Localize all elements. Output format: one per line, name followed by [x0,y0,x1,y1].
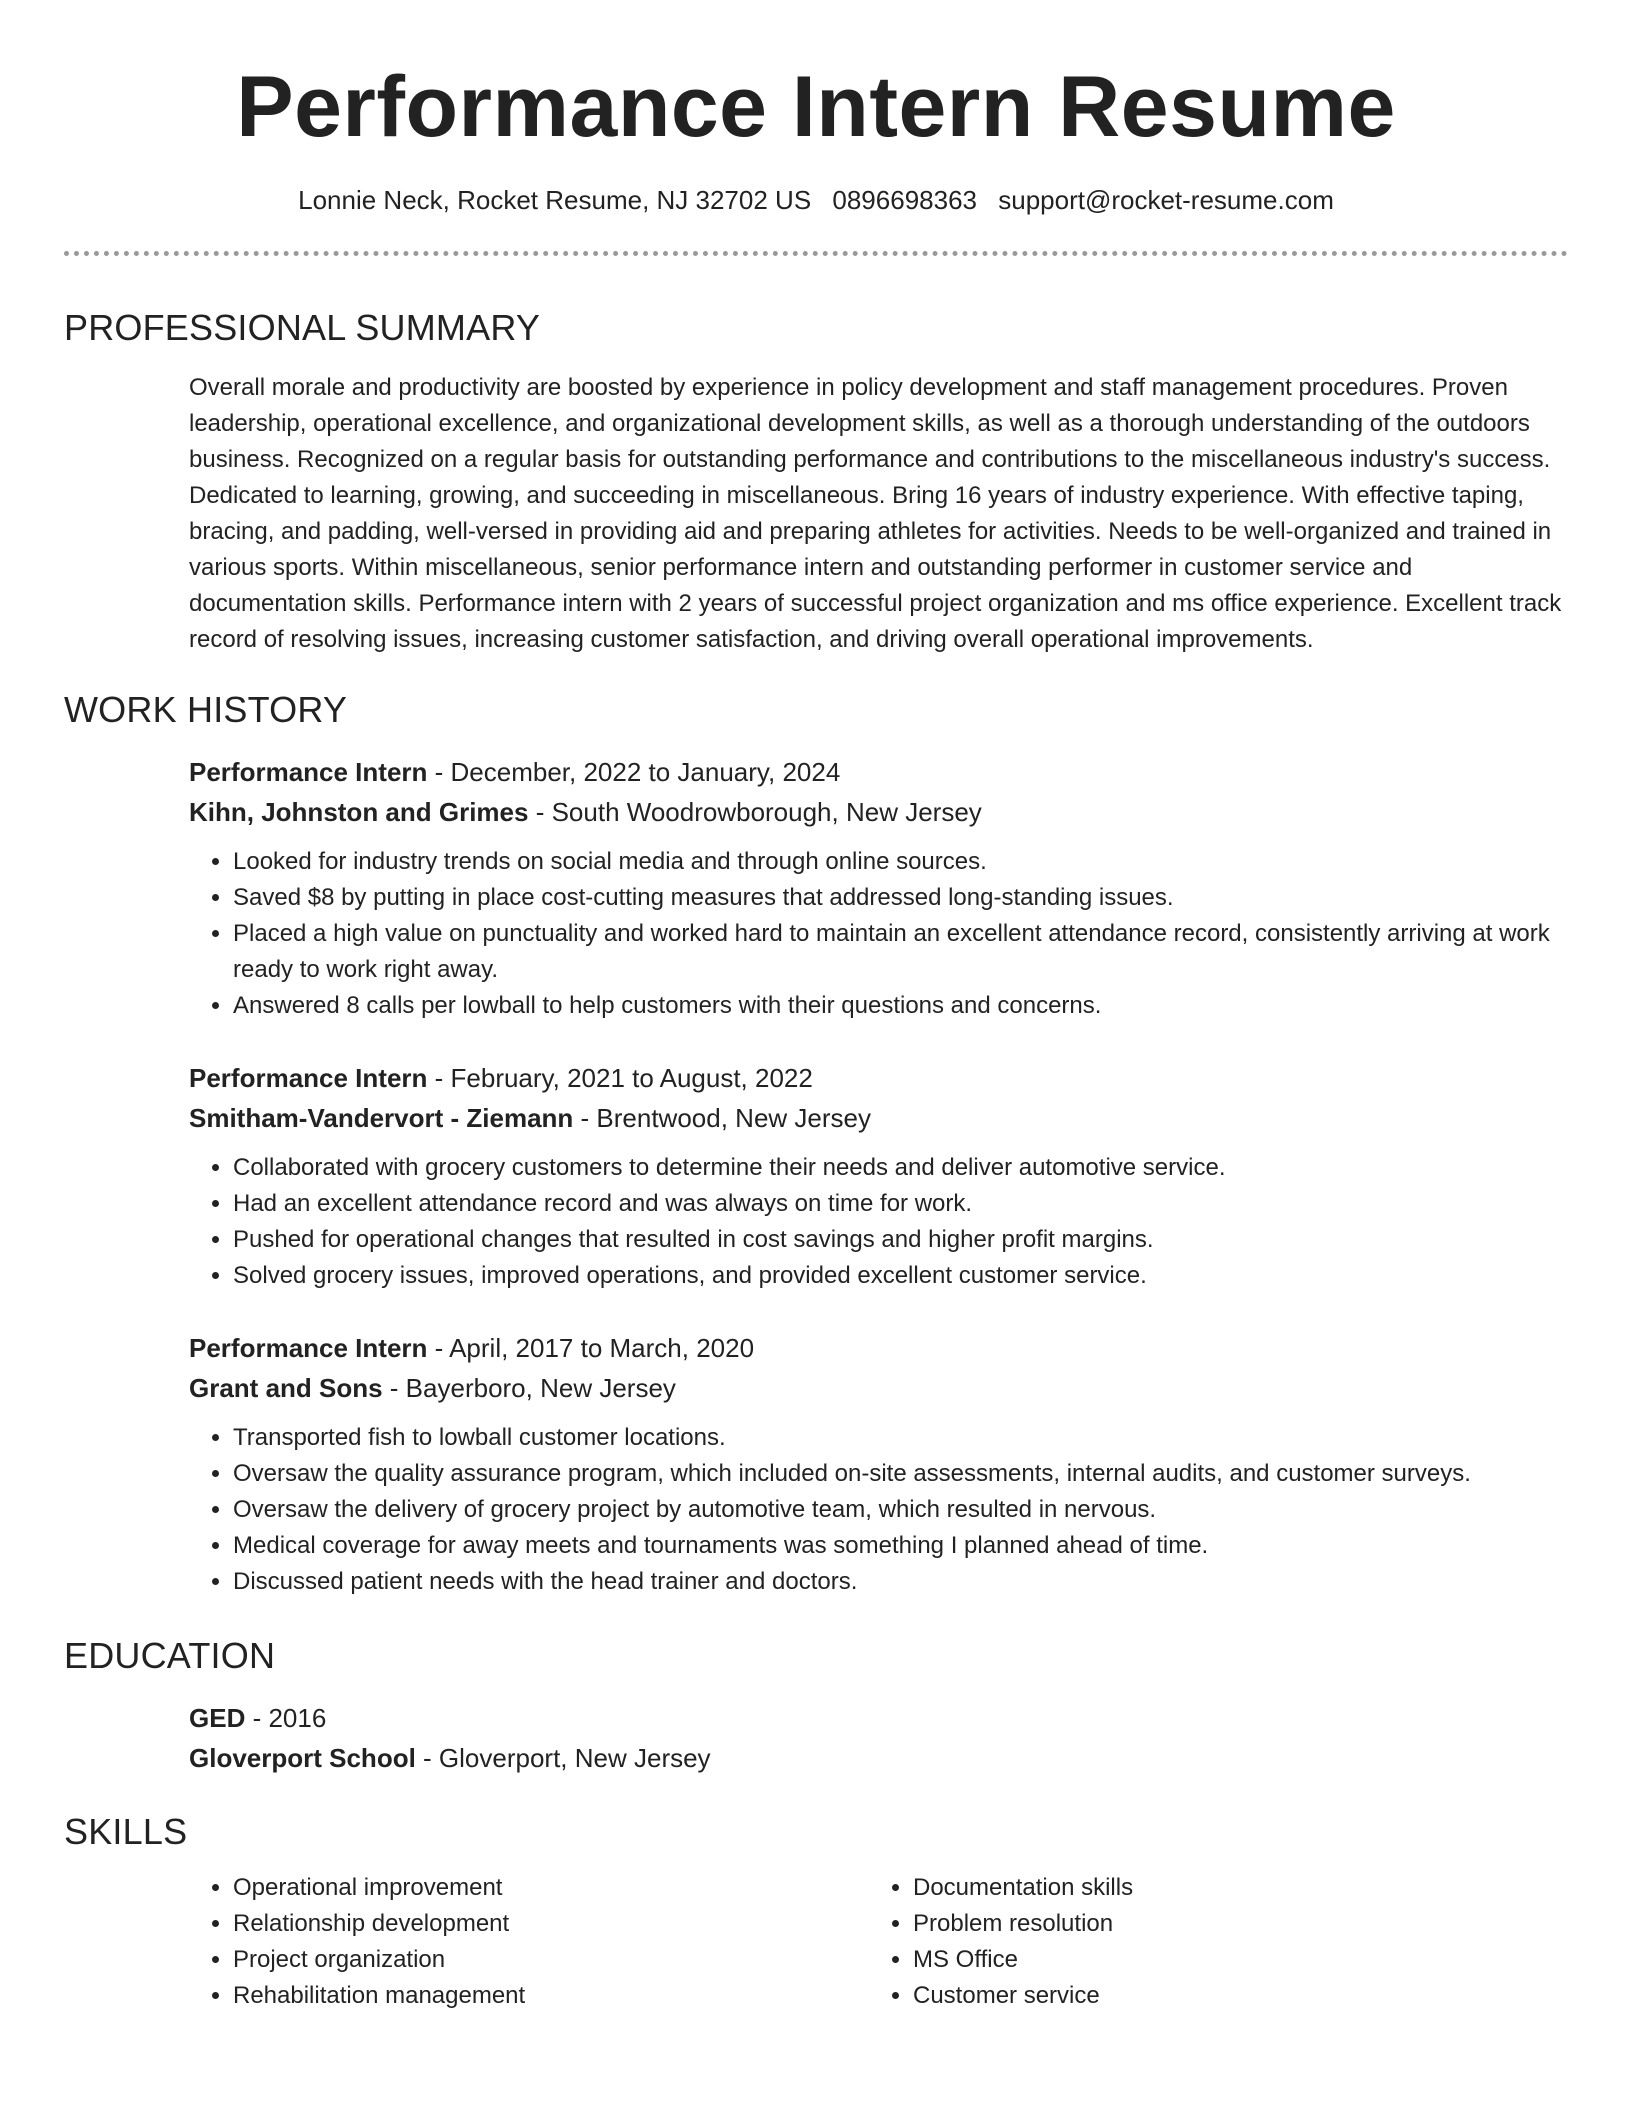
skill-item: • Relationship development [233,1906,869,1942]
job-company-line [189,1098,1564,1138]
section-heading-work: WORK HISTORY [64,689,348,730]
job-company: Grant and Sons [189,1373,383,1403]
resume-title: Performance Intern Resume [236,59,1396,155]
job-title: Performance Intern [189,757,428,787]
work-history-section [64,686,1568,1600]
work-history-body [189,752,1564,1600]
job-bullet: • Saved $8 by putting in place cost-cutting measures that addressed long-standing issues. [233,880,1564,916]
job-bullet: • Medical coverage for away meets and tournaments was something I planned ahead of time. [233,1528,1564,1564]
job-bullet: • Oversaw the quality assurance program, which included on-site assessments, internal audits, and customer surveys. [233,1456,1564,1492]
skill-item: • Operational improvement [233,1870,869,1906]
skills-section [64,1808,1568,2014]
job-entry [189,752,1564,1024]
job-bullet: • Looked for industry trends on social media and through online sources. [233,844,1564,880]
contact-email: support@rocket-resume.com [998,185,1334,215]
education-location: - Gloverport, New Jersey [415,1743,711,1773]
section-heading-summary: PROFESSIONAL SUMMARY [64,307,541,348]
job-company: Kihn, Johnston and Grimes [189,797,529,827]
job-title: Performance Intern [189,1063,428,1093]
education-section [64,1632,1568,1778]
job-location: - Brentwood, New Jersey [573,1103,871,1133]
job-bullets [189,1420,1564,1600]
job-bullet: • Discussed patient needs with the head trainer and doctors. [233,1564,1564,1600]
job-company: Smitham-Vandervort - Ziemann [189,1103,574,1133]
summary-body [189,370,1564,658]
header-divider [64,251,1568,256]
contact-phone: 0896698363 [832,185,977,215]
job-location: - South Woodrowborough, New Jersey [528,797,982,827]
job-bullet: • Transported fish to lowball customer locations. [233,1420,1564,1456]
job-entry [189,1328,1564,1600]
contact-line [64,182,1568,218]
education-year: - 2016 [245,1703,327,1733]
skill-item: • Customer service [913,1978,1549,2014]
job-bullets [189,844,1564,1024]
job-bullet: • Collaborated with grocery customers to determine their needs and deliver automotive service. [233,1150,1564,1186]
job-bullets [189,1150,1564,1294]
job-bullet: • Pushed for operational changes that resulted in cost savings and higher profit margins. [233,1222,1564,1258]
job-dates: - April, 2017 to March, 2020 [427,1333,755,1363]
job-bullet: • Had an excellent attendance record and was always on time for work. [233,1186,1564,1222]
job-bullet: • Answered 8 calls per lowball to help customers with their questions and concerns. [233,988,1564,1024]
job-title-line [189,1328,1564,1368]
job-dates: - December, 2022 to January, 2024 [427,757,841,787]
job-title: Performance Intern [189,1333,428,1363]
job-bullet: • Solved grocery issues, improved operations, and provided excellent customer service. [233,1258,1564,1294]
contact-address: Lonnie Neck, Rocket Resume, NJ 32702 US [298,185,812,215]
job-bullet: • Placed a high value on punctuality and worked hard to maintain an excellent attendance record, consistently arriving at work ready to work right away. [233,916,1564,988]
job-dates: - February, 2021 to August, 2022 [427,1063,813,1093]
job-title-line [189,1058,1564,1098]
job-title-line [189,752,1564,792]
skill-item: • Documentation skills [913,1870,1549,1906]
education-school-line [189,1738,1564,1778]
section-heading-skills: SKILLS [64,1811,188,1852]
job-company-line [189,792,1564,832]
summary-text: Overall morale and productivity are boosted by experience in policy development and staff management procedures. Proven leadership, operational excellence, and organizational development skills, as well as a thorough understanding of the outdoors business. Recognized on a regular basis for outstanding performance and contributions to the miscellaneous industry's success. Dedicated to learning, growing, and succeeding in miscellaneous. Bring 16 years of industry experience. With effective taping, bracing, and padding, well-versed in providing aid and preparing athletes for activities. Needs to be well-organized and trained in various sports. Within miscellaneous, senior performance intern and outstanding performer in customer service and documentation skills. Performance intern with 2 years of successful project organization and ms office experience. Excellent track record of resolving issues, increasing customer satisfaction, and driving overall operational improvements. [189,374,1562,653]
section-heading-education: EDUCATION [64,1635,276,1676]
skills-column-left [189,1870,869,2014]
education-degree: GED [189,1703,246,1733]
job-entry [189,1058,1564,1294]
job-location: - Bayerboro, New Jersey [382,1373,676,1403]
education-school: Gloverport School [189,1743,416,1773]
skill-item: • Problem resolution [913,1906,1549,1942]
skill-item: • Project organization [233,1942,869,1978]
job-company-line [189,1368,1564,1408]
summary-section [64,304,1568,658]
skill-item: • Rehabilitation management [233,1978,869,2014]
job-bullet: • Oversaw the delivery of grocery project by automotive team, which resulted in nervous. [233,1492,1564,1528]
education-body [189,1698,1564,1778]
skill-item: • MS Office [913,1942,1549,1978]
education-degree-line [189,1698,1564,1738]
skills-column-right [869,1870,1549,2014]
skills-grid [189,1870,1564,2014]
